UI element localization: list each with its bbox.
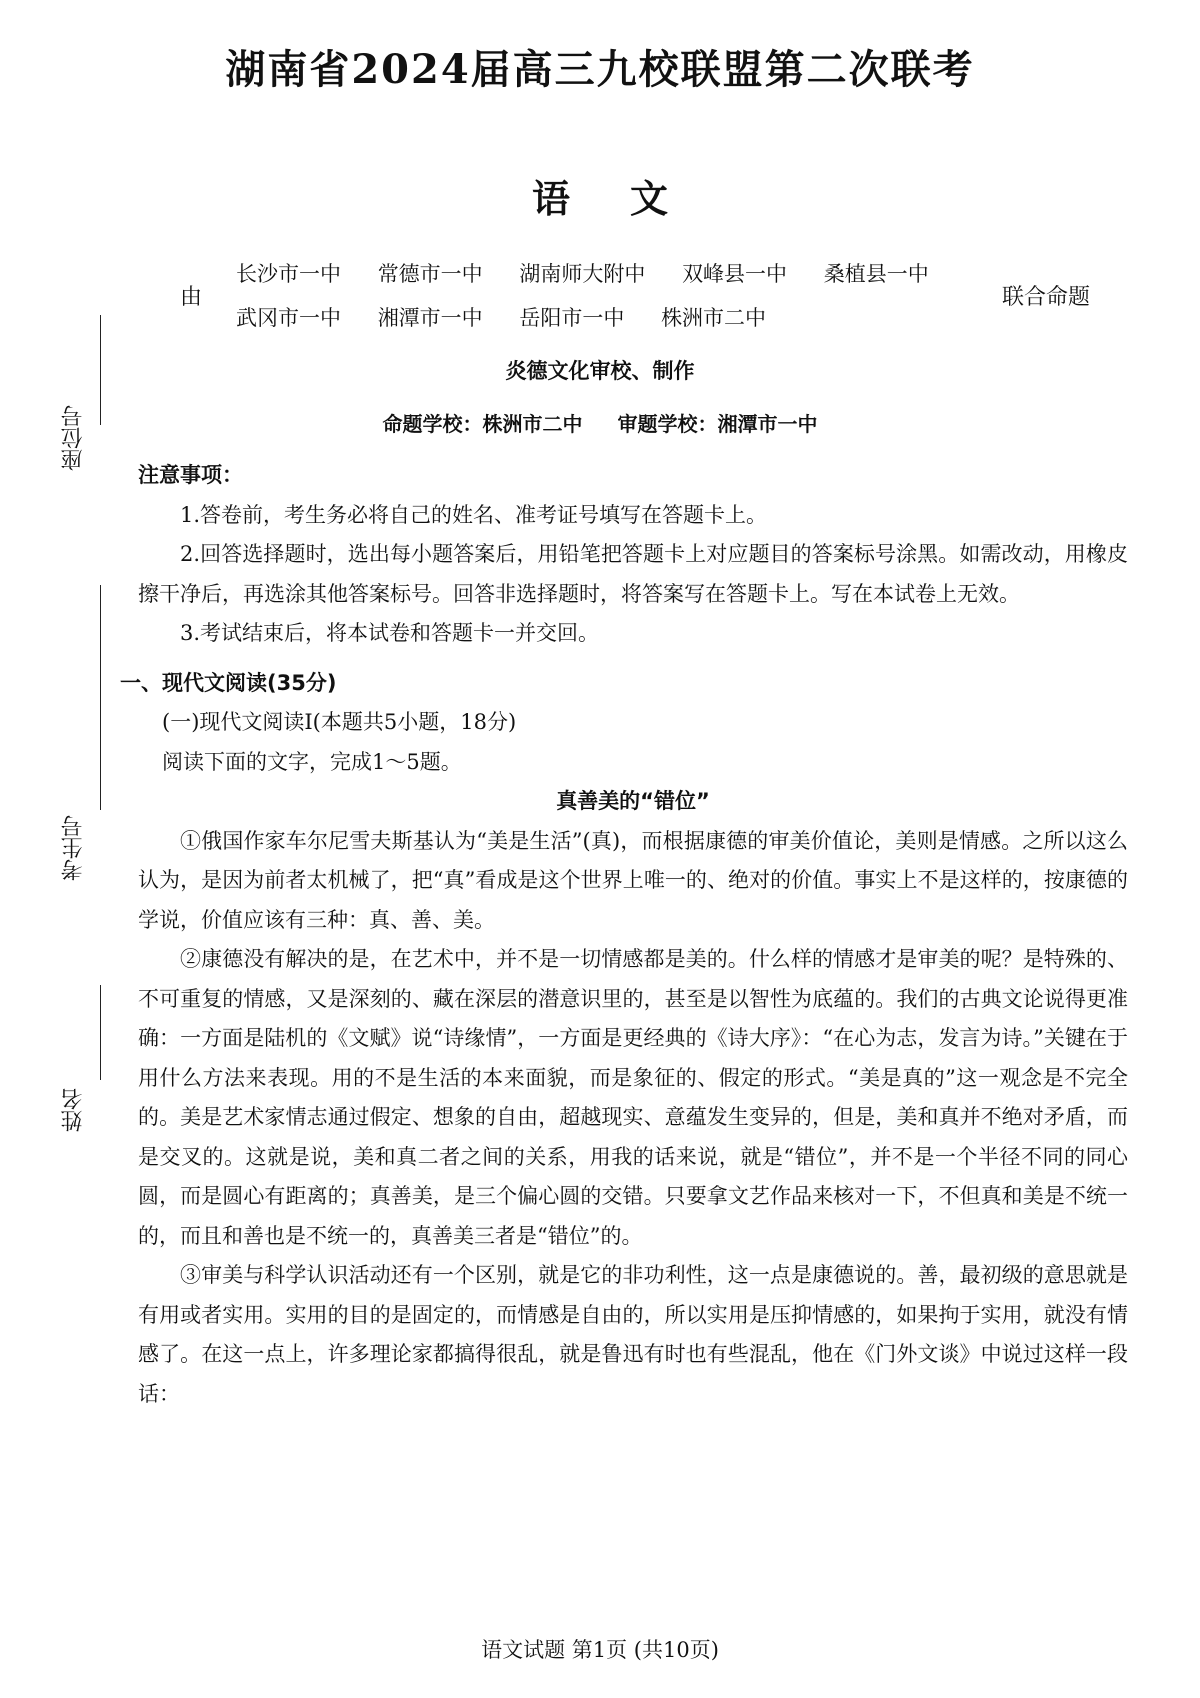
main-content — [120, 456, 1128, 1414]
school-row-1 — [236, 258, 959, 288]
section-heading: 一、现代文阅读(35分) — [120, 670, 337, 695]
joint-label: 联合命题 — [1001, 285, 1090, 310]
school-name: 长沙市一中 — [236, 262, 341, 286]
school-name: 常德市一中 — [377, 262, 483, 286]
committee-line — [0, 408, 1200, 437]
name-write-line — [100, 985, 101, 1080]
subject-title: 语文 — [531, 176, 728, 221]
notice-item: 3.考试结束后，将本试卷和答题卡一并交回。 — [180, 621, 600, 645]
page-footer: 语文试题 第1页 (共10页) — [481, 1638, 719, 1662]
seat-label: 座位号 — [61, 405, 86, 471]
school-name: 双峰县一中 — [682, 262, 788, 286]
article-paragraph: ①俄国作家车尔尼雪夫斯基认为“美是生活”(真)，而根据康德的审美价值论，美则是情感。之所以这么认为，是因为前者太机械了，把“真”看成是这个世界上唯一的、绝对的价值。事实上不是这样的，按康德的学说，价值应该有三种：真、善、美。 — [138, 828, 1128, 932]
exam-no-label: 考生号 — [61, 815, 86, 881]
school-name: 株洲市二中 — [661, 306, 767, 330]
exam-no-write-line — [100, 585, 101, 810]
reading-instruction: 阅读下面的文字，完成1～5题。 — [162, 749, 462, 774]
school-name: 岳阳市一中 — [519, 306, 625, 330]
article-paragraph: ②康德没有解决的是，在艺术中，并不是一切情感都是美的。什么样的情感才是审美的呢？是特殊的、不可重复的情感，又是深刻的、藏在深层的潜意识里的，甚至是以智性为底蕴的。我们的古典文论说得更准确：一方面是陆机的《文赋》说“诗缘情”，一方面是更经典的《诗大序》：“在心为志，发言为诗。”关键在于用什么方法来表现。用的不是生活的本来面貌，而是象征的、假定的形式。“美是真的”这一观念是不完全的。美是艺术家情志通过假定、想象的自由，超越现实、意蕴发生变异的，但是，美和真并不绝对矛盾，而是交叉的。这就是说，美和真二者之间的关系，用我的话来说，就是“错位”，并不是一个半径不同的同心圆，而是圆心有距离的；真善美，是三个偏心圆的交错。只要拿文艺作品来核对一下，不但真和美是不统一的，而且和善也是不统一的，真善美三者是“错位”的。 — [138, 947, 1128, 1248]
producer-line: 炎德文化审校、制作 — [505, 359, 695, 383]
reviewer-school: 审题学校：湘潭市一中 — [617, 412, 818, 436]
school-name: 桑植县一中 — [823, 262, 929, 286]
school-list — [180, 258, 1110, 338]
by-label: 由 — [180, 285, 203, 310]
setter-school: 命题学校：株洲市二中 — [382, 412, 583, 436]
school-name: 湖南师大附中 — [519, 262, 646, 286]
notice-item: 2.回答选择题时，选出每小题答案后，用铅笔把答题卡上对应题目的答案标号涂黑。如需改动，用橡皮擦干净后，再选涂其他答案标号。回答非选择题时，将答案写在答题卡上。写在本试卷上无效。 — [138, 542, 1128, 606]
name-label: 姓名 — [61, 1088, 86, 1132]
school-name: 湘潭市一中 — [377, 306, 483, 330]
school-row-2 — [236, 302, 796, 332]
notice-heading: 注意事项： — [138, 463, 243, 487]
sub-section-heading: (一)现代文阅读Ⅰ(本题共5小题，18分) — [162, 710, 517, 734]
seat-write-line — [100, 315, 101, 425]
notice-item: 1.答卷前，考生务必将自己的姓名、准考证号填写在答题卡上。 — [180, 502, 768, 527]
article-paragraph: ③审美与科学认识活动还有一个区别，就是它的非功利性，这一点是康德说的。善，最初级的意思就是有用或者实用。实用的目的是固定的，而情感是自由的，所以实用是压抑情感的，如果拘于实用，就没有情感了。在这一点上，许多理论家都搞得很乱，就是鲁迅有时也有些混乱，他在《门外文谈》中说过这样一段话： — [138, 1263, 1128, 1406]
exam-title: 湖南省2024届高三九校联盟第二次联考 — [225, 46, 975, 93]
article-title: 真善美的“错位” — [556, 789, 710, 813]
school-name: 武冈市一中 — [236, 306, 341, 330]
